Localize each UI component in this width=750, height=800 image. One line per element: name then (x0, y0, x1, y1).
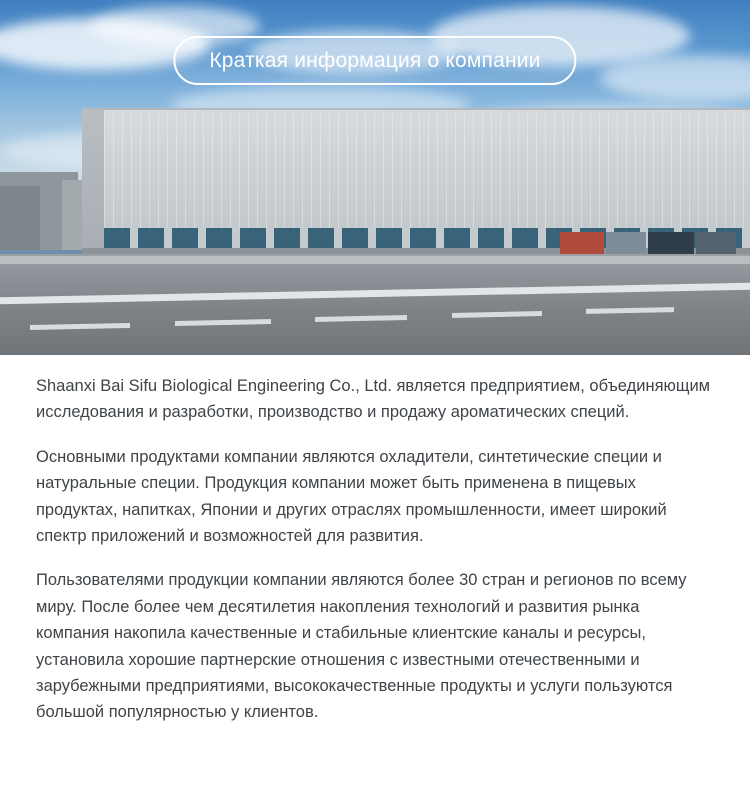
paragraph-products: Основными продуктами компании являются охладители, синтетические специи и натуральные специи. Продукция компании может быть применена в пищевых продуктах, напитках, Японии и других отраслях промышленности, имеет широкий спектр приложений и возможностей для развития. (36, 447, 667, 545)
parked-truck (560, 232, 604, 256)
warehouse-left-facade (82, 110, 104, 256)
parked-truck (606, 232, 646, 256)
curb-line (0, 256, 750, 264)
paragraph-intro: Shaanxi Bai Sifu Biological Engineering Co., Ltd. является предприятием, объединяющим исследования и разработки, производство и продажу ароматических специй. (36, 377, 711, 422)
parked-truck (696, 232, 736, 256)
section-title-badge: Краткая информация о компании (173, 36, 576, 85)
paragraph-markets: Пользователями продукции компании являются более 30 стран и регионов по всему миру. После более чем десятилетия накопления технологий и развития рынка компания накопила качественные и стабильные клиентские каналы и ресурсы, установила хорошие партнерские отношения с известными отечественными и зарубежными предприятиями, высококачественные продукты и услуги пользуются большой популярностью у клиентов. (36, 571, 687, 722)
parked-truck (648, 232, 694, 256)
company-description (0, 355, 750, 726)
adjacent-building (0, 186, 40, 250)
road-surface (0, 254, 750, 355)
hero-image (0, 0, 750, 355)
wall-panel-texture (104, 112, 750, 232)
